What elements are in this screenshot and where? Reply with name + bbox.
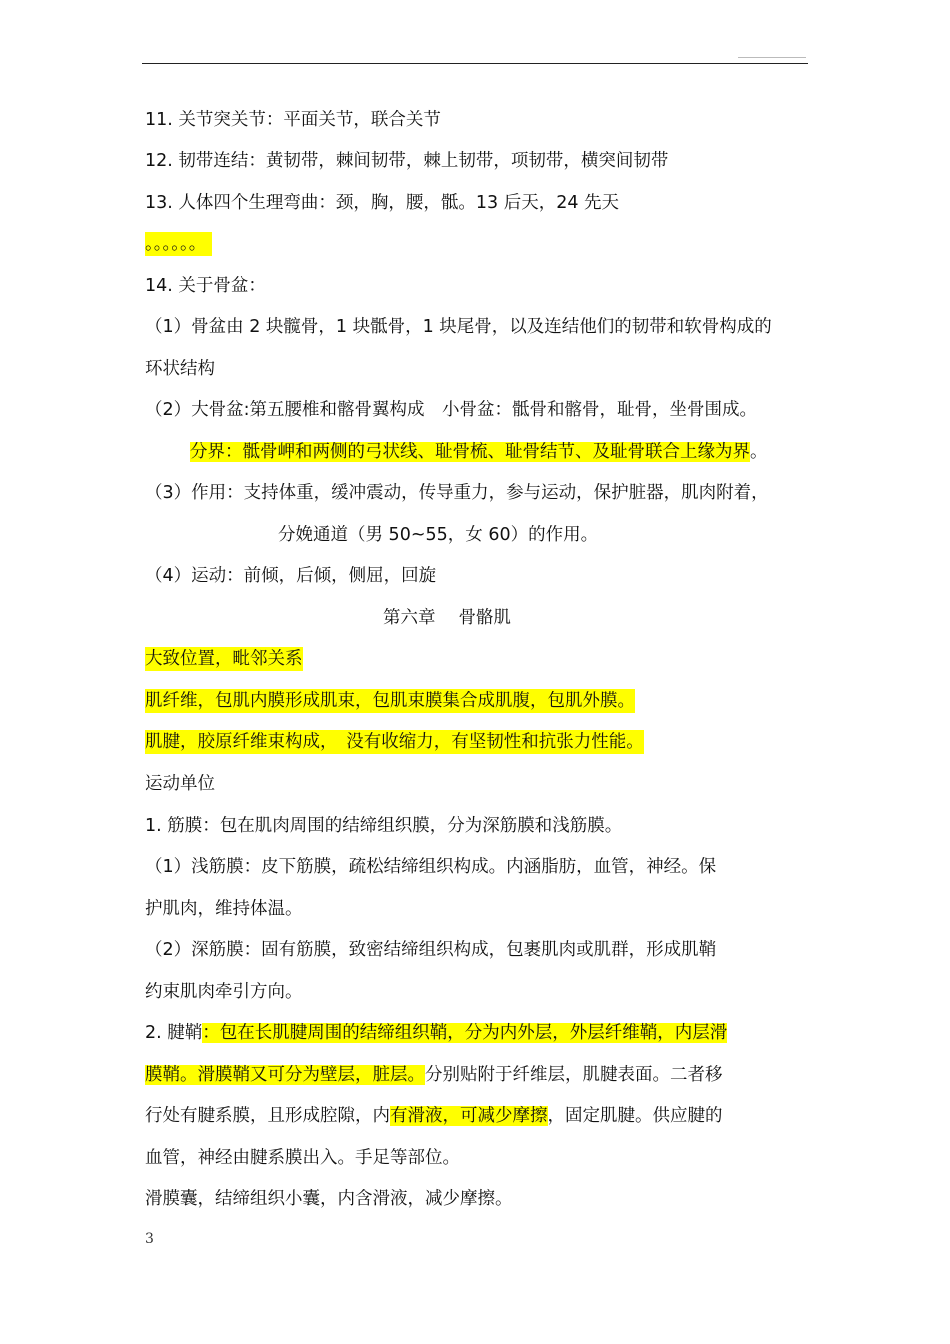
item-13: 13. 人体四个生理弯曲：颈，胸，腰，骶。13 后天，24 先天 bbox=[145, 193, 620, 213]
highlight-tendon: 肌腱，胶原纤维束构成， 没有收缩力，有坚韧性和抗张力性能。 bbox=[145, 732, 644, 752]
pelvis-point-3-cont: 分娩通道（男 50~55，女 60）的作用。 bbox=[278, 525, 599, 545]
ellipsis-line: 。。。。。。 bbox=[145, 232, 212, 256]
highlight: ：包在长肌腱周围的结缔组织鞘，分为内外层，外层纤维鞘，内层滑 bbox=[202, 1023, 728, 1043]
pelvis-point-2: （2）大骨盆:第五腰椎和髂骨翼构成 小骨盆：骶骨和髂骨，耻骨，坐骨围成。 bbox=[145, 400, 758, 420]
synovial-bursa: 滑膜囊，结缔组织小囊，内含滑液，减少摩擦。 bbox=[145, 1189, 513, 1209]
deep-fascia-cont: 约束肌肉牵引方向。 bbox=[145, 982, 303, 1002]
highlight: 有滑液，可减少摩擦 bbox=[390, 1106, 548, 1126]
highlight-muscle-fiber: 肌纤维，包肌内膜形成肌束，包肌束膜集合成肌腹，包肌外膜。 bbox=[145, 691, 635, 711]
tendon-sheath-heading: 2. 腱鞘：包在长肌腱周围的结缔组织鞘，分为内外层，外层纤维鞘，内层滑 bbox=[145, 1023, 728, 1043]
header-mark bbox=[738, 57, 806, 58]
item-14-heading: 14. 关于骨盆： bbox=[145, 276, 266, 296]
tendon-sheath-cont-1: 膜鞘。滑膜鞘又可分为壁层，脏层。分别贴附于纤维层，肌腱表面。二者移 bbox=[145, 1065, 723, 1085]
motor-unit: 运动单位 bbox=[145, 774, 215, 794]
chapter-title: 第六章 骨骼肌 bbox=[383, 608, 512, 628]
superficial-fascia: （1）浅筋膜：皮下筋膜，疏松结缔组织构成。内涵脂肪，血管，神经。保 bbox=[145, 857, 717, 877]
highlight: 分界：骶骨岬和两侧的弓状线、耻骨梳、耻骨结节、及耻骨联合上缘为界 bbox=[190, 442, 750, 462]
tendon-sheath-cont-3: 血管，神经由腱系膜出入。手足等部位。 bbox=[145, 1148, 460, 1168]
pelvis-point-3: （3）作用：支持体重，缓冲震动，传导重力，参与运动，保护脏器，肌肉附着， bbox=[145, 483, 769, 503]
item-11: 11. 关节突关节：平面关节，联合关节 bbox=[145, 110, 441, 130]
deep-fascia: （2）深筋膜：固有筋膜，致密结缔组织构成，包裹肌肉或肌群，形成肌鞘 bbox=[145, 940, 717, 960]
header-rule bbox=[142, 63, 808, 64]
fascia-heading: 1. 筋膜：包在肌肉周围的结缔组织膜，分为深筋膜和浅筋膜。 bbox=[145, 816, 623, 836]
item-12: 12. 韧带连结：黄韧带，棘间韧带，棘上韧带，项韧带，横突间韧带 bbox=[145, 151, 669, 171]
page-number: 3 bbox=[145, 1231, 154, 1247]
pelvis-boundary: 分界：骶骨岬和两侧的弓状线、耻骨梳、耻骨结节、及耻骨联合上缘为界。 bbox=[190, 442, 768, 462]
highlight-position: 大致位置，毗邻关系 bbox=[145, 649, 303, 669]
pelvis-point-1: （1）骨盆由 2 块髋骨，1 块骶骨，1 块尾骨，以及连结他们的韧带和软骨构成的 bbox=[145, 317, 772, 337]
superficial-fascia-cont: 护肌肉，维持体温。 bbox=[145, 899, 303, 919]
pelvis-point-1-cont: 环状结构 bbox=[145, 359, 215, 379]
highlight: 膜鞘。滑膜鞘又可分为壁层，脏层。 bbox=[145, 1065, 425, 1085]
pelvis-point-4: （4）运动：前倾，后倾，侧屈，回旋 bbox=[145, 566, 437, 586]
tendon-sheath-cont-2: 行处有腱系膜，且形成腔隙，内有滑液，可减少摩擦，固定肌腱。供应腱的 bbox=[145, 1106, 723, 1126]
